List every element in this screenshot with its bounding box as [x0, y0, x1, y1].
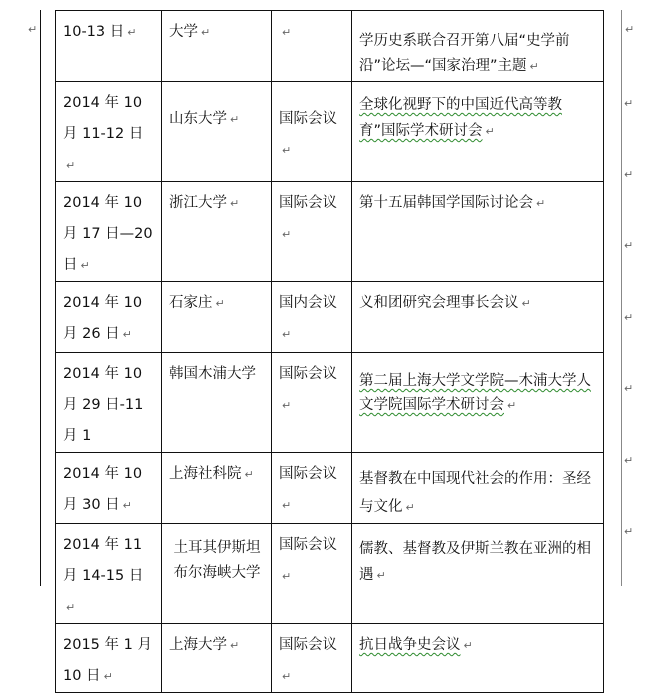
paragraph-mark-icon: ↵ — [624, 525, 634, 538]
unit-cell: 上海大学 — [169, 637, 227, 653]
title-cell: 第二届上海大学文学院—木浦大学人文学院国际学术研讨会 — [359, 373, 591, 413]
type-cell: 国际会议 — [279, 466, 337, 482]
table-row — [56, 624, 604, 693]
return-mark: ↵ — [529, 60, 539, 73]
table-row — [56, 524, 604, 624]
return-mark: ↵ — [230, 197, 240, 210]
return-mark: ↵ — [521, 297, 531, 310]
return-mark: ↵ — [103, 670, 113, 683]
unit-cell: 石家庄 — [169, 295, 213, 311]
return-mark: ↵ — [282, 328, 292, 341]
type-cell: 国内会议 — [279, 295, 337, 311]
title-cell: 学历史系联合召开第八届“史学前沿”论坛—“国家治理”主题 — [359, 33, 570, 74]
unit-cell: 土耳其伊斯坦布尔海峡大学 — [173, 540, 261, 581]
return-mark: ↵ — [201, 26, 211, 39]
return-mark: ↵ — [66, 601, 76, 614]
return-mark: ↵ — [405, 501, 415, 514]
return-mark: ↵ — [536, 197, 546, 210]
paragraph-mark-icon: ↵ — [625, 23, 635, 36]
return-mark: ↵ — [282, 570, 292, 583]
return-mark: ↵ — [230, 639, 240, 652]
paragraph-mark-icon: ↵ — [624, 311, 634, 324]
type-cell: 国际会议 — [279, 366, 337, 382]
title-cell: 基督教在中国现代社会的作用：圣经与文化 — [359, 471, 591, 515]
return-mark: ↵ — [282, 670, 292, 683]
type-cell: 国际会议 — [279, 195, 337, 211]
paragraph-mark-icon: ↵ — [624, 239, 634, 252]
table-row — [56, 282, 604, 353]
title-cell: 全球化视野下的中国近代高等教育”国际学术研讨会 — [359, 97, 562, 139]
paragraph-mark-icon: ↵ — [28, 23, 38, 36]
title-cell: 儒教、基督教及伊斯兰教在亚洲的相遇 — [359, 541, 591, 583]
return-mark: ↵ — [122, 499, 132, 512]
date-cell: 2015 年 1 月 10 日 — [63, 637, 152, 684]
return-mark: ↵ — [282, 228, 292, 241]
return-mark: ↵ — [127, 26, 137, 39]
title-cell: 第十五届韩国学国际讨论会 — [359, 195, 533, 211]
date-cell: 2014 年 10 月 11-12 日 — [63, 95, 144, 142]
type-cell: 国际会议 — [279, 537, 337, 553]
return-mark: ↵ — [376, 569, 386, 582]
conference-table — [55, 10, 604, 693]
title-cell: 抗日战争史会议 — [359, 637, 461, 653]
date-cell: 2014 年 10 月 29 日-11 月 1 — [63, 366, 144, 444]
return-mark: ↵ — [282, 399, 292, 412]
date-cell: 2014 年 10 月 30 日 — [63, 466, 143, 513]
return-mark: ↵ — [244, 468, 254, 481]
return-mark: ↵ — [230, 113, 240, 126]
date-cell: 2014 年 10 月 26 日 — [63, 295, 143, 342]
unit-cell: 大学 — [169, 24, 198, 40]
unit-cell: 韩国木浦大学 — [169, 366, 256, 382]
type-cell: 国际会议 — [279, 637, 337, 653]
title-cell: 义和团研究会理事长会议 — [359, 295, 519, 311]
table-row — [56, 353, 604, 453]
table-row — [56, 453, 604, 524]
return-mark: ↵ — [122, 328, 132, 341]
return-mark: ↵ — [282, 499, 292, 512]
unit-cell: 上海社科院 — [169, 466, 242, 482]
table-row — [56, 82, 604, 182]
unit-cell: 山东大学 — [169, 111, 227, 127]
left-border-line — [40, 10, 41, 586]
return-mark: ↵ — [507, 399, 517, 412]
return-mark: ↵ — [215, 297, 225, 310]
table-row — [56, 11, 604, 82]
date-cell: 2014 年 11 月 14-15 日 — [63, 537, 144, 584]
table-row — [56, 182, 604, 282]
paragraph-mark-icon: ↵ — [624, 97, 634, 110]
right-border-line — [621, 10, 622, 586]
return-mark: ↵ — [80, 259, 90, 272]
date-cell: 2014 年 10 月 17 日—20 日 — [63, 195, 153, 273]
return-mark: ↵ — [282, 144, 292, 157]
paragraph-mark-icon: ↵ — [624, 168, 634, 181]
paragraph-mark-icon: ↵ — [624, 382, 634, 395]
return-mark: ↵ — [463, 639, 473, 652]
return-mark: ↵ — [282, 26, 292, 39]
return-mark: ↵ — [66, 159, 76, 172]
paragraph-mark-icon: ↵ — [624, 454, 634, 467]
type-cell: 国际会议 — [279, 111, 337, 127]
date-cell: 10-13 日 — [63, 24, 125, 40]
unit-cell: 浙江大学 — [169, 195, 227, 211]
return-mark: ↵ — [485, 125, 495, 138]
